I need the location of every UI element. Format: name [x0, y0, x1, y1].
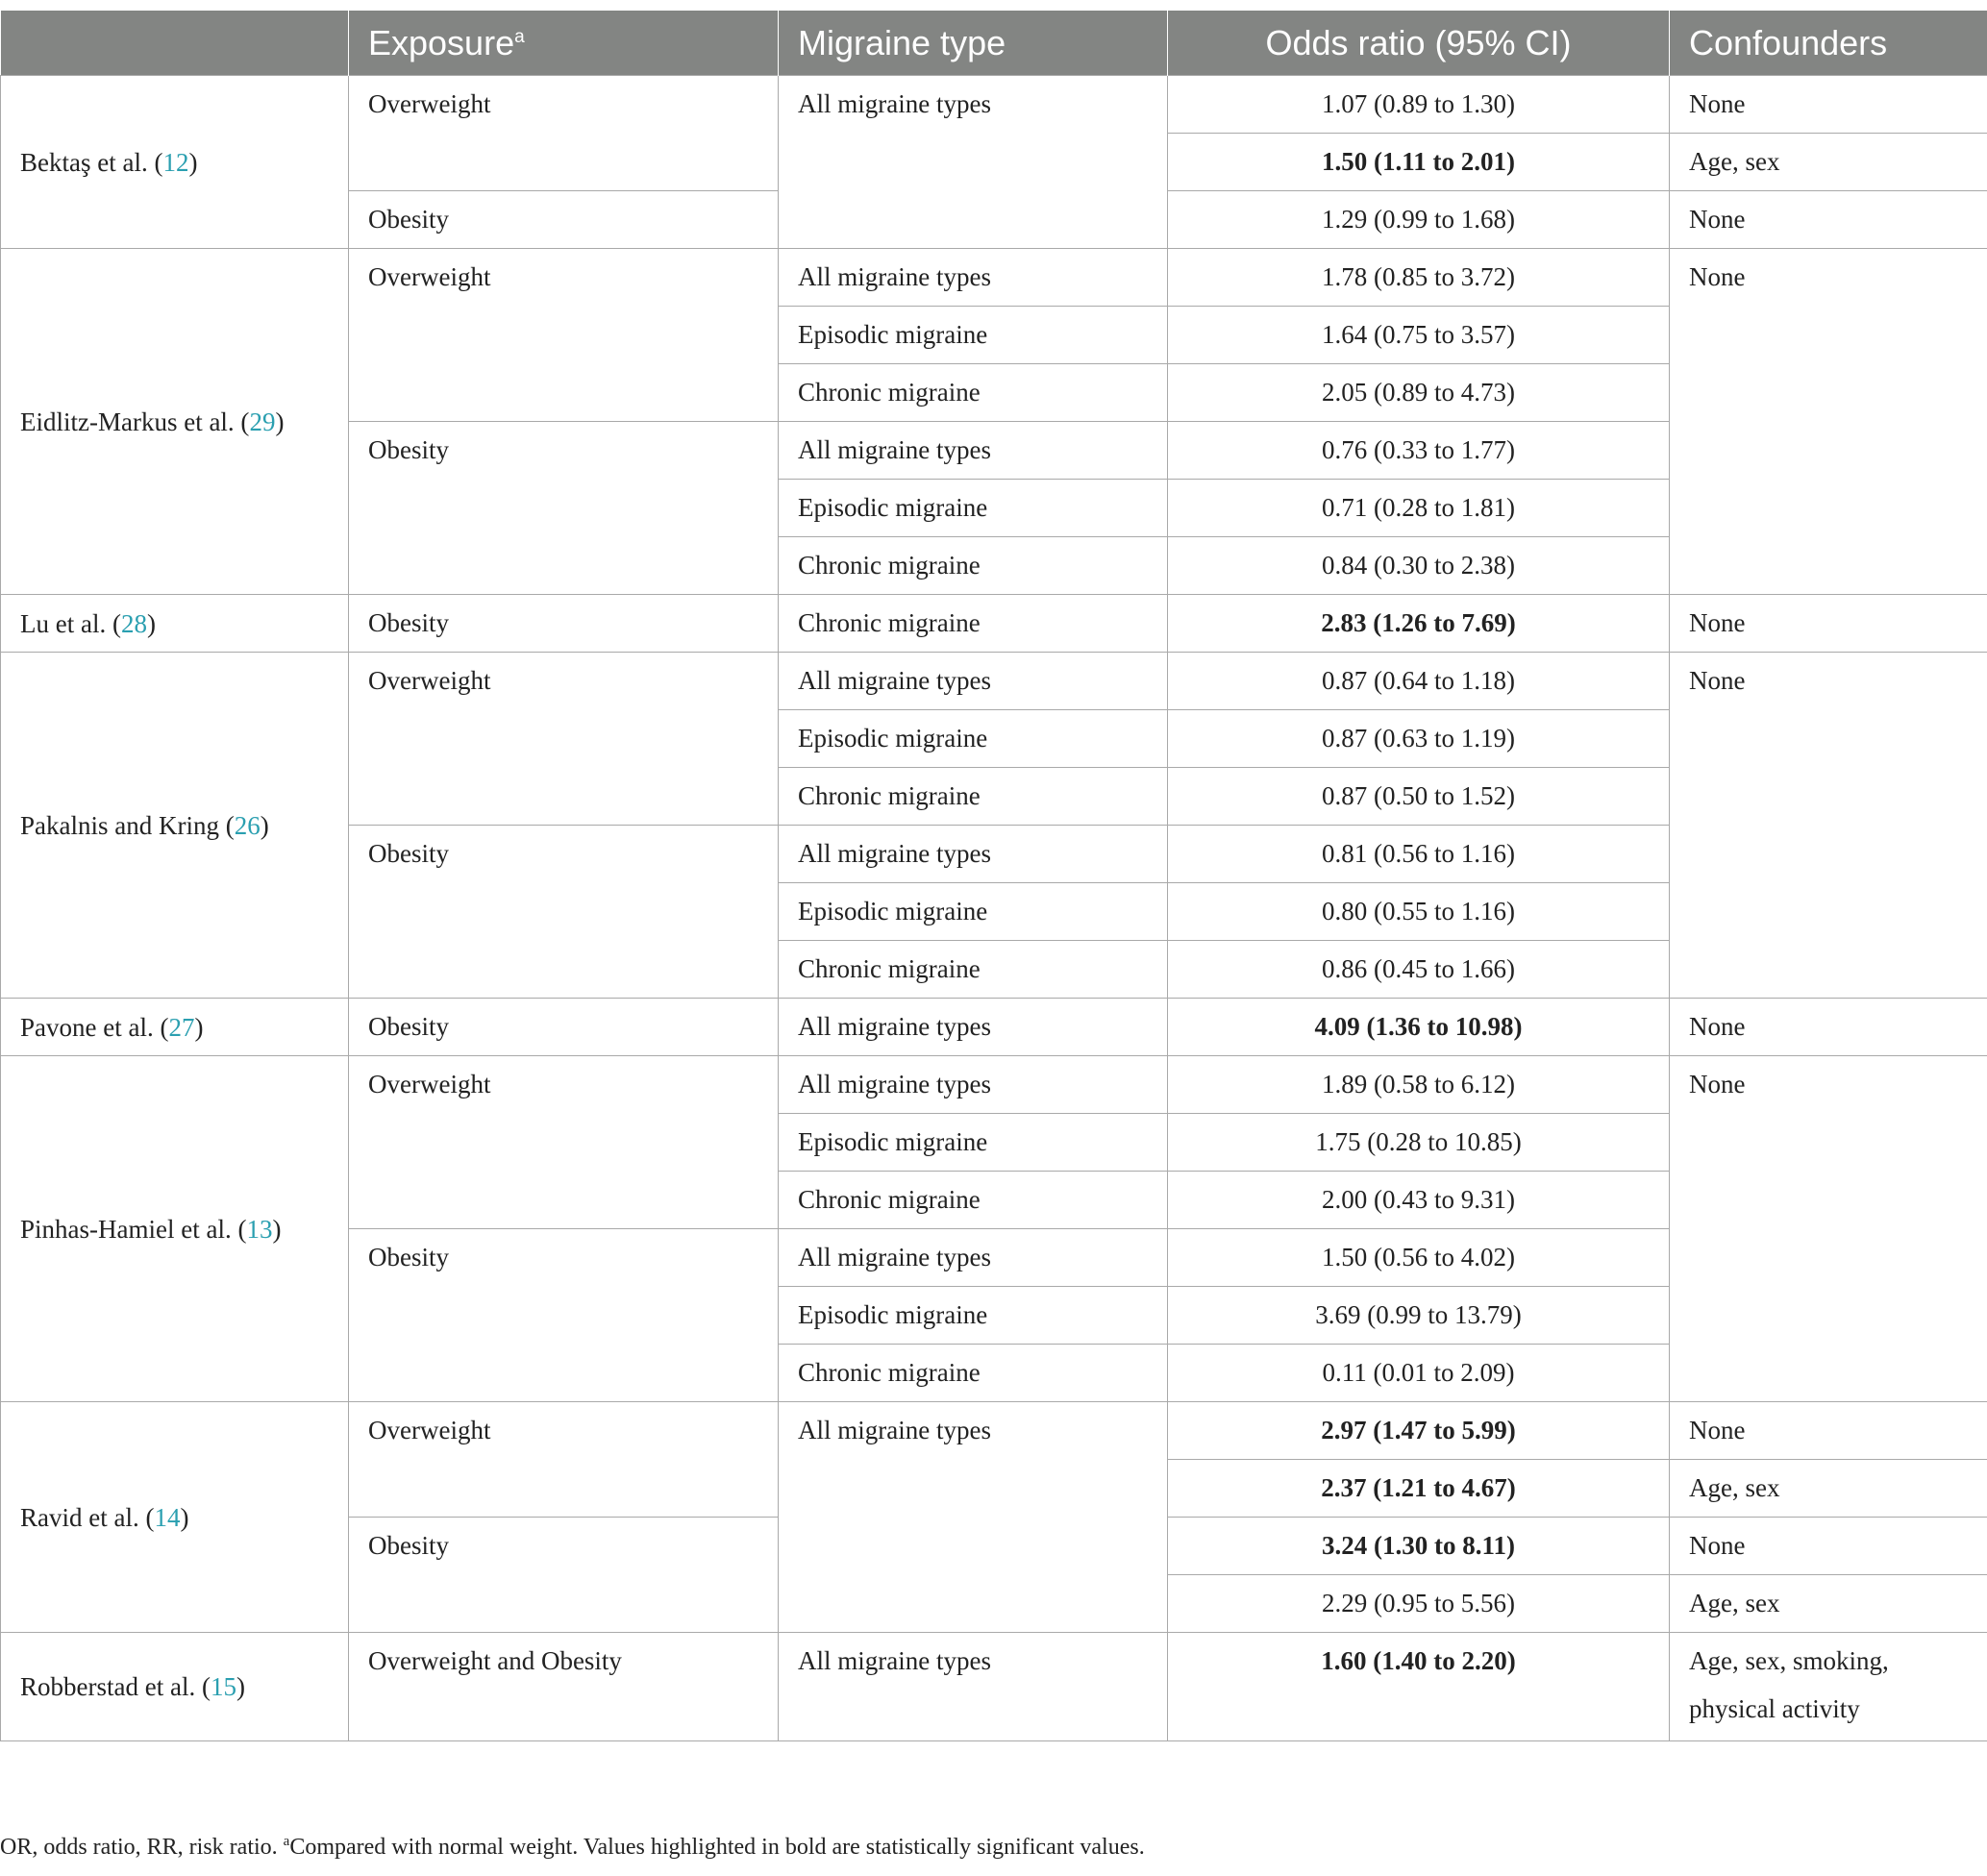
migraine-type-cell: Episodic migraine	[779, 1287, 1168, 1345]
odds-ratio-cell: 0.71 (0.28 to 1.81)	[1168, 480, 1670, 537]
exposure-cell: Overweight	[349, 1056, 779, 1229]
header-confounders: Confounders	[1670, 11, 1987, 76]
migraine-type-cell: All migraine types	[779, 653, 1168, 710]
confounders-cell: None	[1670, 595, 1987, 653]
header-study	[1, 11, 349, 76]
odds-ratio-cell: 1.60 (1.40 to 2.20)	[1168, 1633, 1670, 1741]
migraine-type-cell: Episodic migraine	[779, 883, 1168, 941]
header-row	[1, 11, 1987, 76]
odds-ratio-cell: 1.78 (0.85 to 3.72)	[1168, 249, 1670, 307]
odds-ratio-cell: 2.97 (1.47 to 5.99)	[1168, 1402, 1670, 1460]
migraine-type-cell: All migraine types	[779, 1229, 1168, 1287]
migraine-type-cell: Episodic migraine	[779, 307, 1168, 364]
reference-link[interactable]: 27	[168, 1012, 195, 1042]
reference-link[interactable]: 15	[210, 1672, 236, 1701]
migraine-type-cell: All migraine types	[779, 76, 1168, 249]
odds-ratio-cell: 0.11 (0.01 to 2.09)	[1168, 1345, 1670, 1402]
study-cell	[1, 999, 349, 1056]
migraine-type-cell: Episodic migraine	[779, 1114, 1168, 1172]
confounders-cell: None	[1670, 1518, 1987, 1575]
study-cell	[1, 595, 349, 653]
reference-link[interactable]: 28	[120, 608, 147, 638]
odds-ratio-cell: 0.76 (0.33 to 1.77)	[1168, 422, 1670, 480]
header-migraine-type: Migraine type	[779, 11, 1168, 76]
odds-ratio-cell: 2.37 (1.21 to 4.67)	[1168, 1460, 1670, 1518]
footnote-mark: a	[283, 1834, 290, 1849]
odds-ratio-cell: 2.29 (0.95 to 5.56)	[1168, 1575, 1670, 1633]
header-exposure	[349, 11, 779, 76]
study-cell	[1, 249, 349, 595]
study-author: Ravid et al. (	[20, 1502, 155, 1532]
confounders-cell: Age, sex	[1670, 1460, 1987, 1518]
reference-link[interactable]: 14	[154, 1502, 181, 1532]
study-author-close: )	[194, 1012, 204, 1042]
header-exposure-footnote-mark: a	[514, 26, 525, 47]
exposure-cell: Overweight	[349, 76, 779, 191]
odds-ratio-cell: 1.75 (0.28 to 10.85)	[1168, 1114, 1670, 1172]
odds-ratio-cell: 1.29 (0.99 to 1.68)	[1168, 191, 1670, 249]
odds-ratio-cell: 0.81 (0.56 to 1.16)	[1168, 826, 1670, 883]
migraine-type-cell: Chronic migraine	[779, 941, 1168, 999]
odds-ratio-cell: 2.83 (1.26 to 7.69)	[1168, 595, 1670, 653]
exposure-cell: Overweight	[349, 653, 779, 826]
migraine-type-cell: All migraine types	[779, 1633, 1168, 1741]
migraine-type-cell: Chronic migraine	[779, 595, 1168, 653]
migraine-type-cell: Episodic migraine	[779, 710, 1168, 768]
confounders-cell: None	[1670, 653, 1987, 999]
reference-link[interactable]: 12	[162, 147, 189, 177]
study-author-close: )	[272, 1214, 282, 1244]
table-footnote	[0, 1835, 1145, 1861]
table-row	[1, 653, 1987, 710]
study-author-close: )	[236, 1672, 245, 1701]
migraine-type-cell: All migraine types	[779, 249, 1168, 307]
footnote-abbreviations: OR, odds ratio, RR, risk ratio.	[0, 1835, 284, 1860]
study-cell	[1, 1056, 349, 1402]
study-author: Pakalnis and Kring (	[20, 810, 235, 840]
migraine-type-cell: Episodic migraine	[779, 480, 1168, 537]
confounders-cell: None	[1670, 191, 1987, 249]
migraine-type-cell: All migraine types	[779, 422, 1168, 480]
odds-ratio-cell: 3.69 (0.99 to 13.79)	[1168, 1287, 1670, 1345]
study-cell	[1, 1402, 349, 1633]
header-odds-ratio: Odds ratio (95% CI)	[1168, 11, 1670, 76]
exposure-cell: Overweight	[349, 249, 779, 422]
study-author-close: )	[260, 810, 269, 840]
exposure-cell: Obesity	[349, 826, 779, 999]
odds-ratio-cell: 0.87 (0.63 to 1.19)	[1168, 710, 1670, 768]
study-author-close: )	[275, 407, 285, 436]
confounders-cell: Age, sex	[1670, 1575, 1987, 1633]
study-author-close: )	[146, 608, 156, 638]
odds-ratio-cell: 1.50 (1.11 to 2.01)	[1168, 134, 1670, 191]
odds-ratio-cell: 3.24 (1.30 to 8.11)	[1168, 1518, 1670, 1575]
odds-ratio-cell: 1.64 (0.75 to 3.57)	[1168, 307, 1670, 364]
exposure-cell: Obesity	[349, 422, 779, 595]
table-row	[1, 1633, 1987, 1741]
odds-ratio-cell: 2.00 (0.43 to 9.31)	[1168, 1172, 1670, 1229]
confounders-cell: None	[1670, 1402, 1987, 1460]
odds-ratio-cell: 0.86 (0.45 to 1.66)	[1168, 941, 1670, 999]
exposure-cell: Obesity	[349, 1518, 779, 1633]
results-table	[0, 11, 1987, 1741]
confounders-cell: None	[1670, 999, 1987, 1056]
reference-link[interactable]: 29	[249, 407, 276, 436]
odds-ratio-cell: 2.05 (0.89 to 4.73)	[1168, 364, 1670, 422]
odds-ratio-cell: 1.89 (0.58 to 6.12)	[1168, 1056, 1670, 1114]
study-author: Bektaş et al. (	[20, 147, 163, 177]
odds-ratio-cell: 1.07 (0.89 to 1.30)	[1168, 76, 1670, 134]
exposure-cell: Obesity	[349, 595, 779, 653]
exposure-cell: Overweight	[349, 1402, 779, 1518]
odds-ratio-cell: 4.09 (1.36 to 10.98)	[1168, 999, 1670, 1056]
odds-ratio-cell: 0.87 (0.64 to 1.18)	[1168, 653, 1670, 710]
exposure-cell: Obesity	[349, 1229, 779, 1402]
odds-ratio-cell: 1.50 (0.56 to 4.02)	[1168, 1229, 1670, 1287]
migraine-type-cell: All migraine types	[779, 1402, 1168, 1633]
migraine-type-cell: All migraine types	[779, 826, 1168, 883]
odds-ratio-cell: 0.80 (0.55 to 1.16)	[1168, 883, 1670, 941]
odds-ratio-cell: 0.84 (0.30 to 2.38)	[1168, 537, 1670, 595]
confounders-cell: Age, sex	[1670, 134, 1987, 191]
exposure-cell: Overweight and Obesity	[349, 1633, 779, 1741]
study-cell	[1, 653, 349, 999]
confounders-cell: None	[1670, 76, 1987, 134]
exposure-cell: Obesity	[349, 999, 779, 1056]
odds-ratio-cell: 0.87 (0.50 to 1.52)	[1168, 768, 1670, 826]
confounders-cell: Age, sex, smoking, physical activity	[1670, 1633, 1987, 1741]
migraine-type-cell: All migraine types	[779, 999, 1168, 1056]
footnote-text: Compared with normal weight. Values highlighted in bold are statistically significant values.	[289, 1835, 1145, 1860]
table-row	[1, 999, 1987, 1056]
study-author: Robberstad et al. (	[20, 1672, 211, 1701]
reference-link[interactable]: 26	[234, 810, 261, 840]
exposure-cell: Obesity	[349, 191, 779, 249]
study-author: Eidlitz-Markus et al. (	[20, 407, 250, 436]
table-row	[1, 1402, 1987, 1460]
study-author: Pavone et al. (	[20, 1012, 169, 1042]
study-cell	[1, 1633, 349, 1741]
migraine-type-cell: Chronic migraine	[779, 768, 1168, 826]
migraine-type-cell: Chronic migraine	[779, 537, 1168, 595]
study-author-close: )	[188, 147, 198, 177]
confounders-cell: None	[1670, 1056, 1987, 1402]
migraine-type-cell: Chronic migraine	[779, 364, 1168, 422]
reference-link[interactable]: 13	[246, 1214, 273, 1244]
study-author: Lu et al. (	[20, 608, 121, 638]
table-row	[1, 249, 1987, 307]
confounders-cell: None	[1670, 249, 1987, 595]
migraine-type-cell: Chronic migraine	[779, 1345, 1168, 1402]
study-author: Pinhas-Hamiel et al. (	[20, 1214, 247, 1244]
migraine-type-cell: All migraine types	[779, 1056, 1168, 1114]
header-exposure-label: Exposure	[368, 22, 515, 62]
table-row	[1, 76, 1987, 134]
study-author-close: )	[180, 1502, 189, 1532]
table-row	[1, 595, 1987, 653]
study-cell	[1, 76, 349, 249]
table-row	[1, 1056, 1987, 1114]
migraine-type-cell: Chronic migraine	[779, 1172, 1168, 1229]
